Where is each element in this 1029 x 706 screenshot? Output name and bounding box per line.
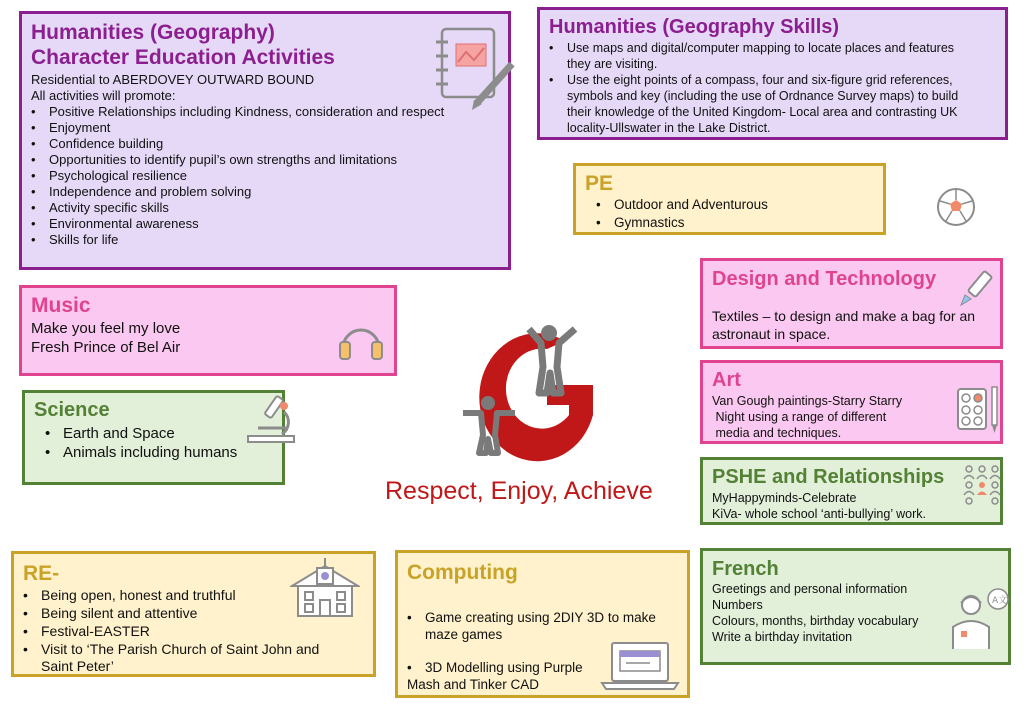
art-title: Art — [712, 369, 741, 391]
french-title: French — [712, 558, 779, 580]
music-song: Fresh Prince of Bel Air — [31, 339, 181, 356]
notebook-pencil-icon — [432, 24, 522, 114]
french-text: Write a birthday invitation — [712, 630, 853, 644]
pshe-text: MyHappyminds-Celebrate — [712, 491, 857, 505]
music-song: Make you feel my love — [31, 320, 181, 337]
headphones-icon — [336, 318, 386, 362]
list-item-continued: they are visiting. — [567, 57, 658, 71]
humanities-character-card — [19, 11, 511, 270]
list-item: • Opportunities to identify pupil’s own strengths and limitations — [49, 152, 397, 167]
humanities-character-title-2: Character Education Activities — [31, 46, 335, 69]
pshe-text: KiVa- whole school ‘anti-bullying’ work. — [712, 507, 926, 521]
list-item-continued: their knowledge of the United Kingdom- Local area and contrasting UK — [567, 105, 958, 119]
laptop-icon — [600, 639, 680, 691]
list-item-continued: Saint Peter’ — [41, 658, 114, 674]
list-item-continued: maze games — [425, 627, 503, 642]
humanities-skills-title: Humanities (Geography Skills) — [549, 16, 840, 38]
church-icon — [290, 558, 360, 620]
list-item: • Environmental awareness — [49, 216, 199, 231]
list-item-continued: symbols and key (including the use of Ordnance Survey maps) to build — [567, 89, 959, 103]
list-item: • Being open, honest and truthful — [41, 587, 236, 603]
list-item: • Activity specific skills — [49, 200, 169, 215]
list-item: • Use the eight points of a compass, four and six-figure grid references, — [567, 73, 953, 87]
list-item: • Game creating using 2DIY 3D to make — [425, 610, 656, 625]
design-technology-title: Design and Technology — [712, 268, 937, 290]
re-card — [11, 551, 376, 677]
french-text: Numbers — [712, 598, 763, 612]
pshe-title: PSHE and Relationships — [712, 466, 945, 488]
list-item: • Visit to ‘The Parish Church of Saint John and — [41, 641, 319, 657]
list-item: • Earth and Space — [63, 425, 175, 442]
pe-title: PE — [585, 172, 614, 195]
group-people-icon — [961, 463, 1003, 509]
list-item-continued: Mash and Tinker CAD — [407, 677, 540, 692]
school-motto: Respect, Enjoy, Achieve — [385, 477, 653, 505]
list-item: • Use maps and digital/computer mapping to locate places and features — [567, 41, 954, 55]
french-text: Colours, months, birthday vocabulary — [712, 614, 919, 628]
palette-icon — [955, 385, 1001, 435]
french-text: Greetings and personal information — [712, 582, 908, 596]
list-item: • Confidence building — [49, 136, 163, 151]
music-card — [19, 285, 397, 376]
science-title: Science — [34, 399, 110, 421]
list-item: • Skills for life — [49, 232, 118, 247]
french-card — [700, 548, 1011, 665]
design-technology-card — [700, 258, 1003, 349]
football-icon — [935, 186, 977, 228]
list-item: • Psychological resilience — [49, 168, 187, 183]
design-technology-text: astronaut in space. — [712, 326, 831, 342]
pe-card — [573, 163, 886, 235]
re-title: RE- — [23, 562, 60, 585]
computing-title: Computing — [407, 561, 518, 584]
list-item: • Festival-EASTER — [41, 623, 150, 639]
music-title: Music — [31, 294, 91, 317]
design-technology-text: Textiles – to design and make a bag for an — [712, 308, 976, 324]
list-item: • Outdoor and Adventurous — [614, 197, 768, 212]
teacher-translate-icon — [951, 587, 1011, 651]
art-text: Van Gough paintings-Starry Starry — [712, 394, 903, 408]
list-item: • Enjoyment — [49, 120, 110, 135]
svg-text:A文: A文 — [992, 596, 1008, 606]
art-text: Night using a range of different — [712, 410, 887, 424]
list-item: • 3D Modelling using Purple — [425, 660, 583, 675]
art-card — [700, 360, 1003, 444]
humanities-skills-card — [537, 7, 1008, 140]
highlighter-icon — [957, 269, 997, 309]
list-item: • Independence and problem solving — [49, 184, 251, 199]
humanities-character-title-1: Humanities (Geography) — [31, 21, 275, 44]
residential-text: Residential to ABERDOVEY OUTWARD BOUND — [31, 72, 315, 87]
promote-text: All activities will promote: — [31, 88, 176, 103]
microscope-icon — [244, 392, 299, 444]
computing-card — [395, 550, 690, 698]
list-item: • Gymnastics — [614, 215, 685, 230]
list-item: • Positive Relationships including Kindness, consideration and respect — [49, 104, 444, 119]
list-item: • Animals including humans — [63, 444, 237, 461]
list-item-continued: locality-Ullswater in the Lake District. — [567, 121, 771, 135]
art-text: media and techniques. — [712, 426, 842, 440]
school-logo — [455, 303, 605, 465]
list-item: • Being silent and attentive — [41, 605, 197, 621]
pshe-card — [700, 457, 1003, 525]
